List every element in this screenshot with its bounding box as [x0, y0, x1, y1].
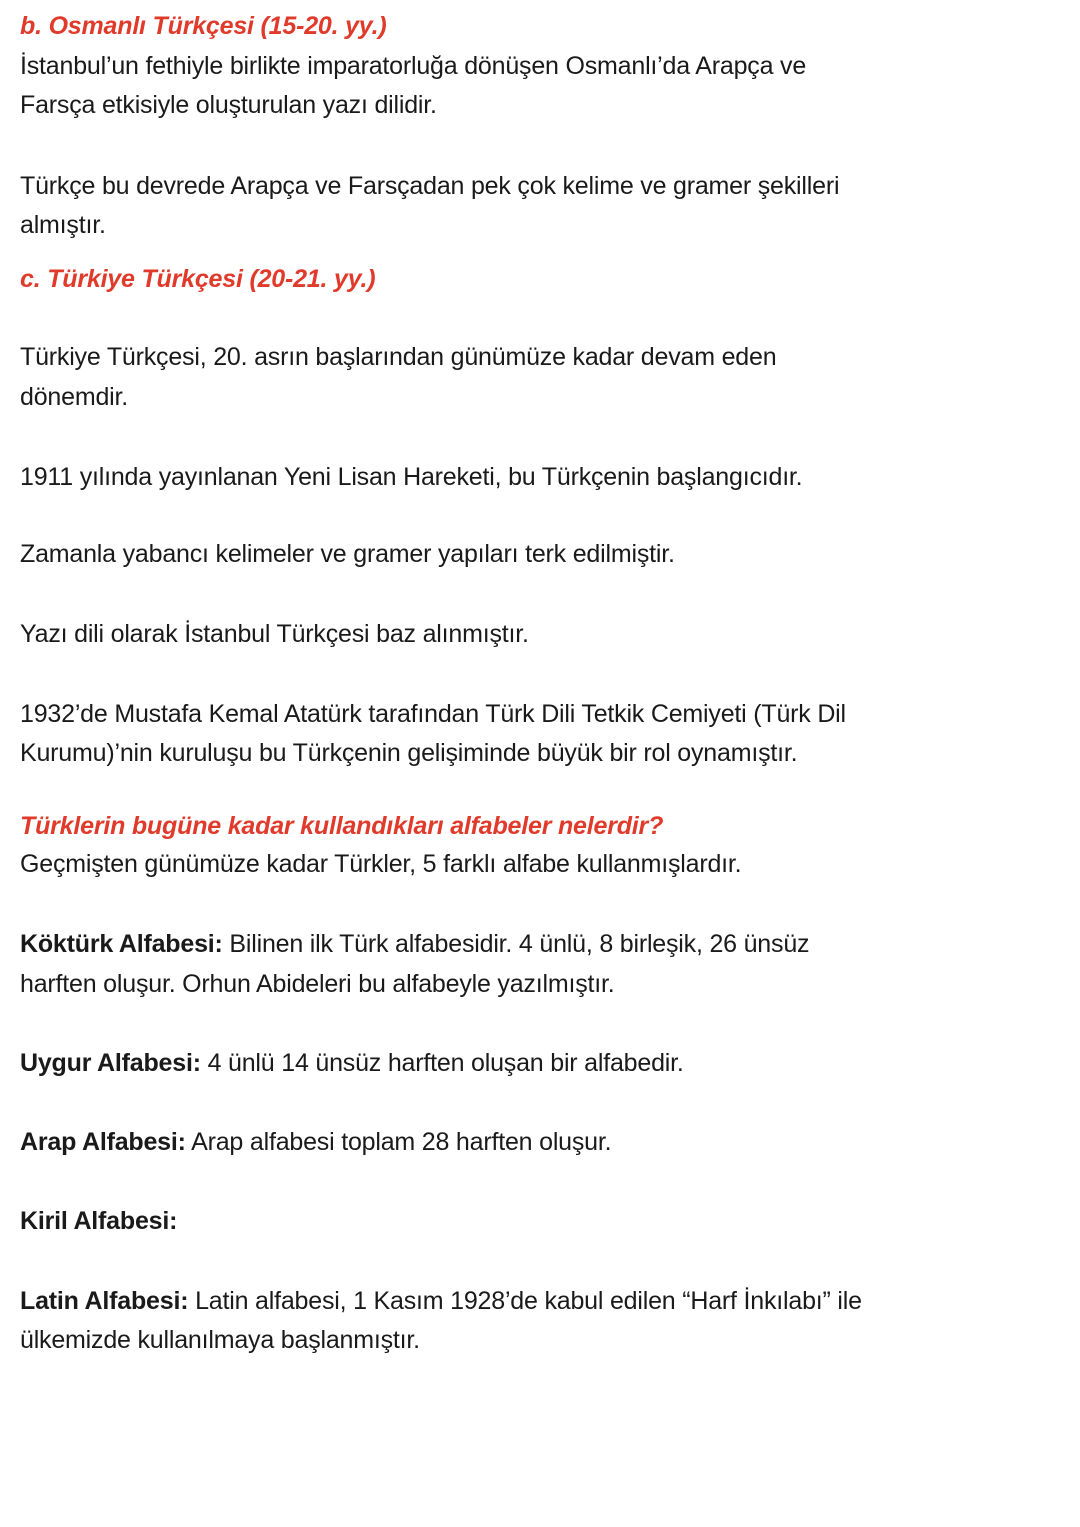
section-c-text: Kurumu)’nin kuruluşu bu Türkçenin gelişiminde büyük bir rol oynamıştır.: [20, 739, 798, 767]
section-c-text: Zamanla yabancı kelimeler ve gramer yapıları terk edilmiştir.: [20, 540, 675, 568]
latin-entry: [20, 1281, 862, 1321]
uygur-label: Uygur Alfabesi:: [20, 1049, 201, 1077]
section-b-text: Farsça etkisiyle oluşturulan yazı dilidir.: [20, 91, 437, 119]
alphabets-question: Türklerin bugüne kadar kullandıkları alfabeler nelerdir?: [20, 812, 664, 840]
alphabets-intro: Geçmişten günümüze kadar Türkler, 5 farklı alfabe kullanmışlardır.: [20, 850, 742, 878]
latin-text: Latin alfabesi, 1 Kasım 1928’de kabul edilen “Harf İnkılabı” ile: [188, 1287, 862, 1315]
gokturk-text: Bilinen ilk Türk alfabesidir. 4 ünlü, 8 birleşik, 26 ünsüz: [222, 930, 810, 958]
arap-text: Arap alfabesi toplam 28 harften oluşur.: [185, 1128, 612, 1156]
uygur-entry: [20, 1043, 684, 1083]
section-b-text: İstanbul’un fethiyle birlikte imparatorluğa dönüşen Osmanlı’da Arapça ve: [20, 52, 807, 80]
section-c-text: Yazı dili olarak İstanbul Türkçesi baz alınmıştır.: [20, 620, 529, 648]
section-b-text: almıştır.: [20, 211, 106, 239]
arap-label: Arap Alfabesi:: [20, 1128, 186, 1156]
latin-text-2: ülkemizde kullanılmaya başlanmıştır.: [20, 1326, 420, 1354]
uygur-text: 4 ünlü 14 ünsüz harften oluşan bir alfabedir.: [200, 1049, 684, 1077]
gokturk-label: Köktürk Alfabesi:: [20, 930, 223, 958]
gokturk-entry: [20, 924, 809, 964]
latin-label: Latin Alfabesi:: [20, 1287, 189, 1315]
kiril-label: Kiril Alfabesi:: [20, 1207, 178, 1235]
section-c-heading: c. Türkiye Türkçesi (20-21. yy.): [20, 265, 376, 293]
section-b-text: Türkçe bu devrede Arapça ve Farsçadan pek çok kelime ve gramer şekilleri: [20, 172, 840, 200]
arap-entry: [20, 1122, 611, 1162]
gokturk-text-2: harften oluşur. Orhun Abideleri bu alfabeyle yazılmıştır.: [20, 970, 615, 998]
kiril-entry: [20, 1201, 177, 1241]
section-c-text: dönemdir.: [20, 383, 128, 411]
section-b-heading: b. Osmanlı Türkçesi (15-20. yy.): [20, 12, 387, 40]
section-c-text: 1932’de Mustafa Kemal Atatürk tarafından Türk Dili Tetkik Cemiyeti (Türk Dil: [20, 700, 846, 728]
section-c-text: Türkiye Türkçesi, 20. asrın başlarından günümüze kadar devam eden: [20, 343, 777, 371]
section-c-text: 1911 yılında yayınlanan Yeni Lisan Hareketi, bu Türkçenin başlangıcıdır.: [20, 463, 803, 491]
